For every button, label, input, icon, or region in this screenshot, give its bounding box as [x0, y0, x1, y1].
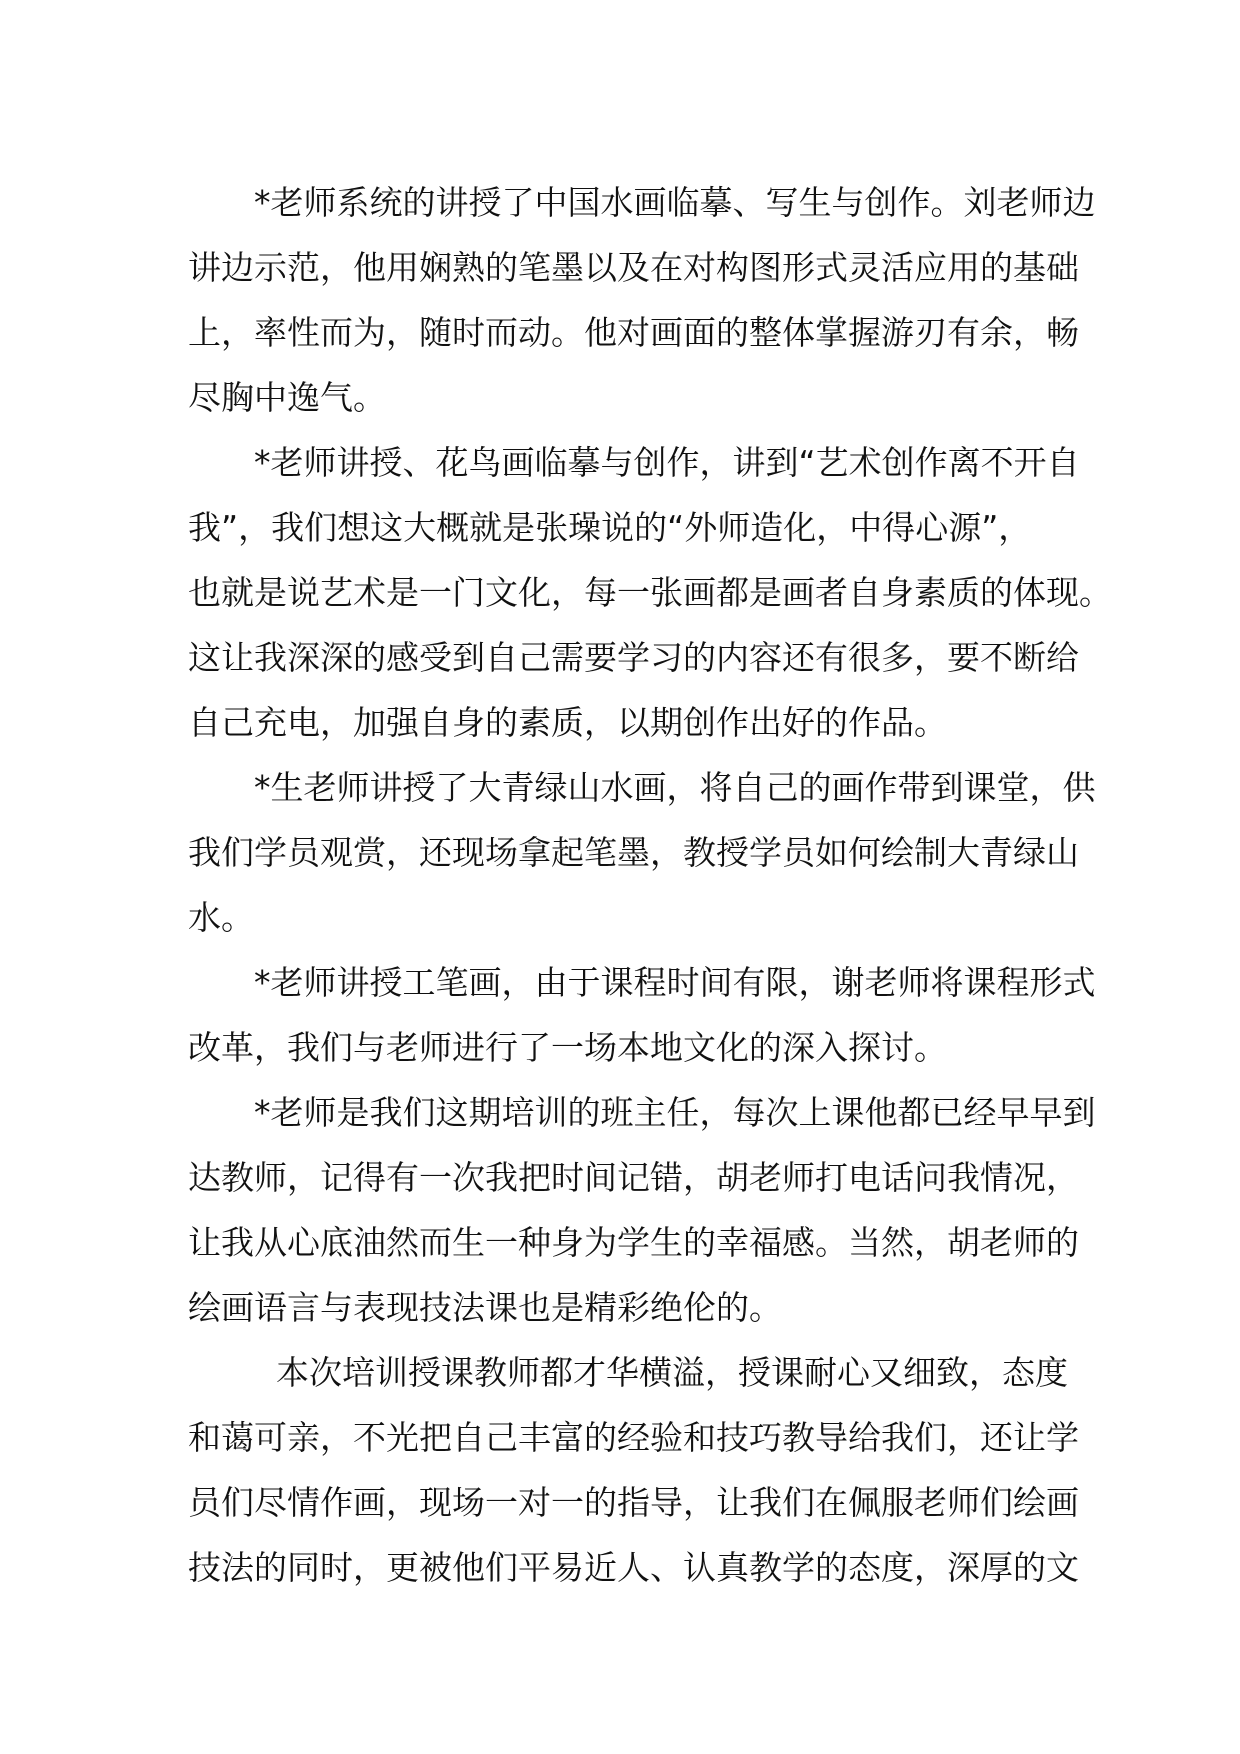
paragraph-4 [188, 950, 1096, 1080]
paragraph-2 [188, 430, 1112, 755]
text-line: 让我从心底油然而生一种身为学生的幸福感。当然，胡老师的 [188, 1223, 1079, 1262]
text-line: 也就是说艺术是一门文化，每一张画都是画者自身素质的体现。 [188, 573, 1112, 612]
text-line: *老师是我们这期培训的班主任，每次上课他都已经早早到 [254, 1093, 1096, 1132]
text-line: 和蔼可亲，不光把自己丰富的经验和技巧教导给我们，还让学 [188, 1418, 1079, 1457]
text-line: 技法的同时，更被他们平易近人、认真教学的态度，深厚的文 [188, 1548, 1079, 1587]
text-line: 改革，我们与老师进行了一场本地文化的深入探讨。 [188, 1028, 947, 1067]
text-line: 水。 [188, 898, 254, 937]
paragraph-5 [188, 1080, 1096, 1340]
text-line: 员们尽情作画，现场一对一的指导，让我们在佩服老师们绘画 [188, 1483, 1079, 1522]
paragraph-3 [188, 755, 1096, 950]
text-line: 绘画语言与表现技法课也是精彩绝伦的。 [188, 1288, 782, 1327]
text-line: *生老师讲授了大青绿山水画，将自己的画作带到课堂，供 [254, 768, 1096, 807]
text-line: 本次培训授课教师都才华横溢，授课耐心又细致，态度 [276, 1353, 1068, 1392]
text-line: 上，率性而为，随时而动。他对画面的整体掌握游刃有余，畅 [188, 313, 1079, 352]
text-line: 讲边示范，他用娴熟的笔墨以及在对构图形式灵活应用的基础 [188, 248, 1079, 287]
text-line: *老师系统的讲授了中国水画临摹、写生与创作。刘老师边 [254, 183, 1096, 222]
paragraph-6 [188, 1340, 1079, 1600]
text-line: 自己充电，加强自身的素质，以期创作出好的作品。 [188, 703, 947, 742]
paragraph-1 [188, 170, 1096, 430]
document-body [188, 170, 1112, 1600]
text-line: 这让我深深的感受到自己需要学习的内容还有很多，要不断给 [188, 638, 1079, 677]
text-line: 尽胸中逸气。 [188, 378, 386, 417]
text-line: *老师讲授工笔画，由于课程时间有限，谢老师将课程形式 [254, 963, 1096, 1002]
text-line: 我”，我们想这大概就是张璪说的“外师造化，中得心源”， [188, 508, 1032, 547]
text-line: *老师讲授、花鸟画临摹与创作，讲到“艺术创作离不开自 [254, 443, 1080, 482]
text-line: 达教师，记得有一次我把时间记错，胡老师打电话问我情况， [188, 1158, 1079, 1197]
text-line: 我们学员观赏，还现场拿起笔墨，教授学员如何绘制大青绿山 [188, 833, 1079, 872]
